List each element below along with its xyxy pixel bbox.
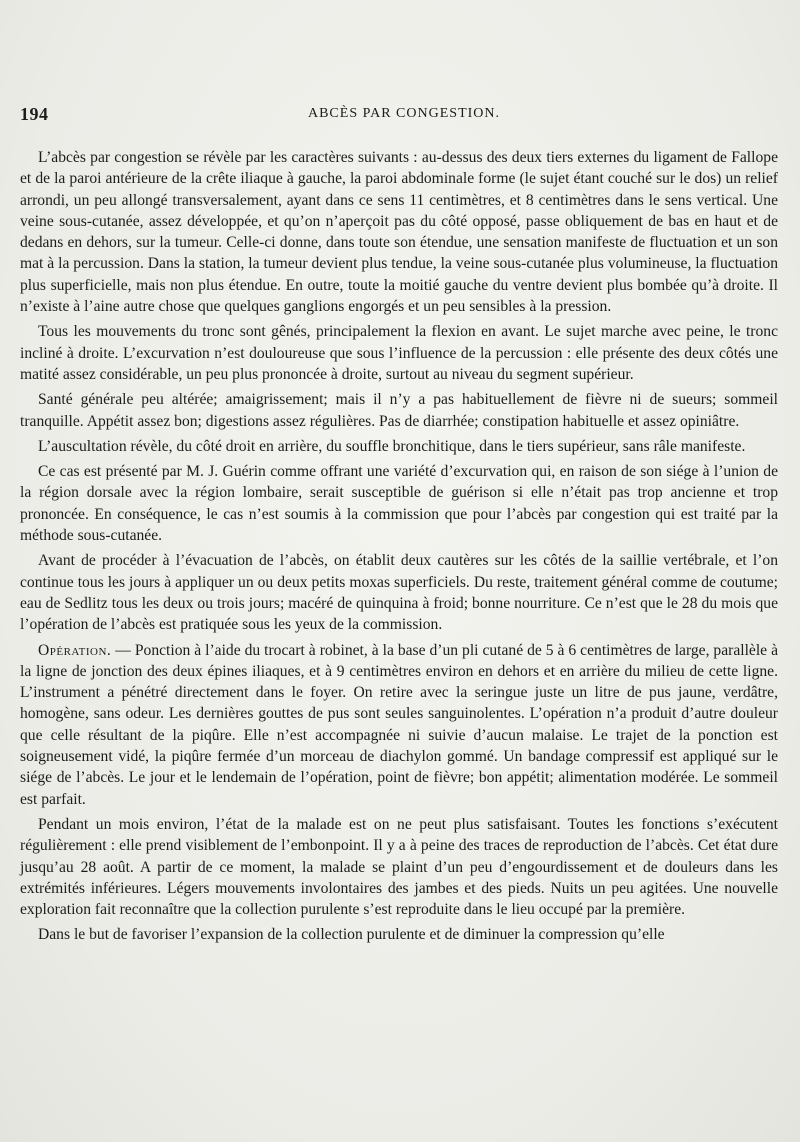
- paragraph-operation: [20, 640, 778, 810]
- paragraph-final: Dans le but de favoriser l’expansion de la collection purulente et de diminuer la compression qu’elle: [38, 926, 665, 944]
- paragraph-preparation: Avant de procéder à l’évacuation de l’abcès, on établit deux cautères sur les côtés de la saillie vertébrale, et l’on continue tous les jours à appliquer un ou deux petits moxas superficiels. Du reste, traitement général comme de coutume; eau de Sedlitz tous les deux ou trois jours; macéré de quinquina à froid; bonne nourriture. Ce n’est que le 28 du mois que l’opération de l’abcès est pratiquée sous les yeux de la commission.: [20, 552, 778, 634]
- paragraph-description: L’abcès par congestion se révèle par les caractères suivants : au-dessus des deux tiers externes du ligament de Fallope et de la paroi antérieure de la crête iliaque à gauche, la paroi abdominale forme (le sujet étant couché sur le dos) un relief arrondi, un peu allongé transversalement, ayant dans ce sens 11 centimètres, et 8 centimètres dans le sens vertical. Une veine sous-cutanée, assez développée, et qu’on n’aperçoit pas du côté opposé, passe obliquement de bas en haut et de dedans en dehors, sur la tumeur. Celle-ci donne, dans toute son étendue, une sensation manifeste de fluctuation et un son mat à la percussion. Dans la station, la tumeur devient plus tendue, la veine sous-cutanée plus volumineuse, la fluctuation plus superficielle, mais non plus étendue. En outre, toute la moitié gauche du ventre devient plus bombée qu’à droite. Il n’existe à l’aine autre chose que quelques ganglions engorgés et un peu sensibles à la pression.: [20, 149, 778, 316]
- page-header: [0, 104, 800, 126]
- paragraph-follow-up: Pendant un mois environ, l’état de la malade est on ne peut plus satisfaisant. Toutes les fonctions s’exécutent régulièrement : elle prend visiblement de l’embonpoint. Il y a à peine des traces de reproduction de l’abcès. Cet état dure jusqu’au 28 août. A partir de ce moment, la malade se plaint d’un peu d’engourdissement et de douleurs dans les extrémités inférieures. Légers mouvements involontaires des jambes et des pieds. Nuits un peu agitées. Une nouvelle exploration fait reconnaître que la collection purulente s’est reproduite dans le lieu occupé par la première.: [20, 815, 778, 919]
- paragraph-auscultation: L’auscultation révèle, du côté droit en arrière, du souffle bronchitique, dans le tiers supérieur, sans râle manifeste.: [38, 437, 746, 455]
- operation-text: — Ponction à l’aide du trocart à robinet, à la base d’un pli cutané de 5 à 6 centimètres de large, parallèle à la ligne de jonction des deux épines iliaques, et à 9 centimètres environ en dehors et en arrière du milieu de cette ligne. L’instrument a pénétré directement dans le foyer. On retire avec la seringue juste un litre de pus jaune, verdâtre, homogène, sans odeur. Les dernières gouttes de pus sont seules sanguinolentes. L’opération n’a produit d’autre douleur que celle résultant de la piqûre. Elle n’est accompagnée ni suivie d’aucun malaise. Le trajet de la ponction est soigneusement vidé, la piqûre fermée d’un morceau de diachylon gommé. Un bandage compressif est appliqué sur le siége de l’abcès. Le jour et le lendemain de l’opération, point de fièvre; bon appétit; alimentation modérée. Le sommeil est parfait.: [20, 641, 778, 808]
- body-text: [20, 147, 778, 950]
- paragraph-general-health: Santé générale peu altérée; amaigrissement; mais il n’y a pas habituellement de fièvre ni de sueurs; sommeil tranquille. Appétit assez bon; digestions assez régulières. Pas de diarrhée; constipation habituelle et assez opiniâtre.: [20, 391, 778, 430]
- page-number: 194: [20, 104, 49, 124]
- paragraph-case-presentation: Ce cas est présenté par M. J. Guérin comme offrant une variété d’excurvation qui, en raison de son siége à l’union de la région dorsale avec la région lombaire, serait susceptible de guérison si elle n’était pas trop ancienne et trop prononcée. En conséquence, le cas n’est soumis à la commission que pour l’abcès par congestion qui est traité par la méthode sous-cutanée.: [20, 463, 778, 545]
- running-title: ABCÈS PAR CONGESTION.: [307, 106, 500, 121]
- paragraph-movements: Tous les mouvements du tronc sont gênés, principalement la flexion en avant. Le sujet marche avec peine, le tronc incliné à droite. L’excurvation n’est douloureuse que sous l’influence de la percussion : elle présente des deux côtés une matité assez considérable, un peu plus prononcée à droite, surtout au niveau du segment supérieur.: [20, 323, 778, 383]
- operation-label: Opération.: [38, 641, 112, 659]
